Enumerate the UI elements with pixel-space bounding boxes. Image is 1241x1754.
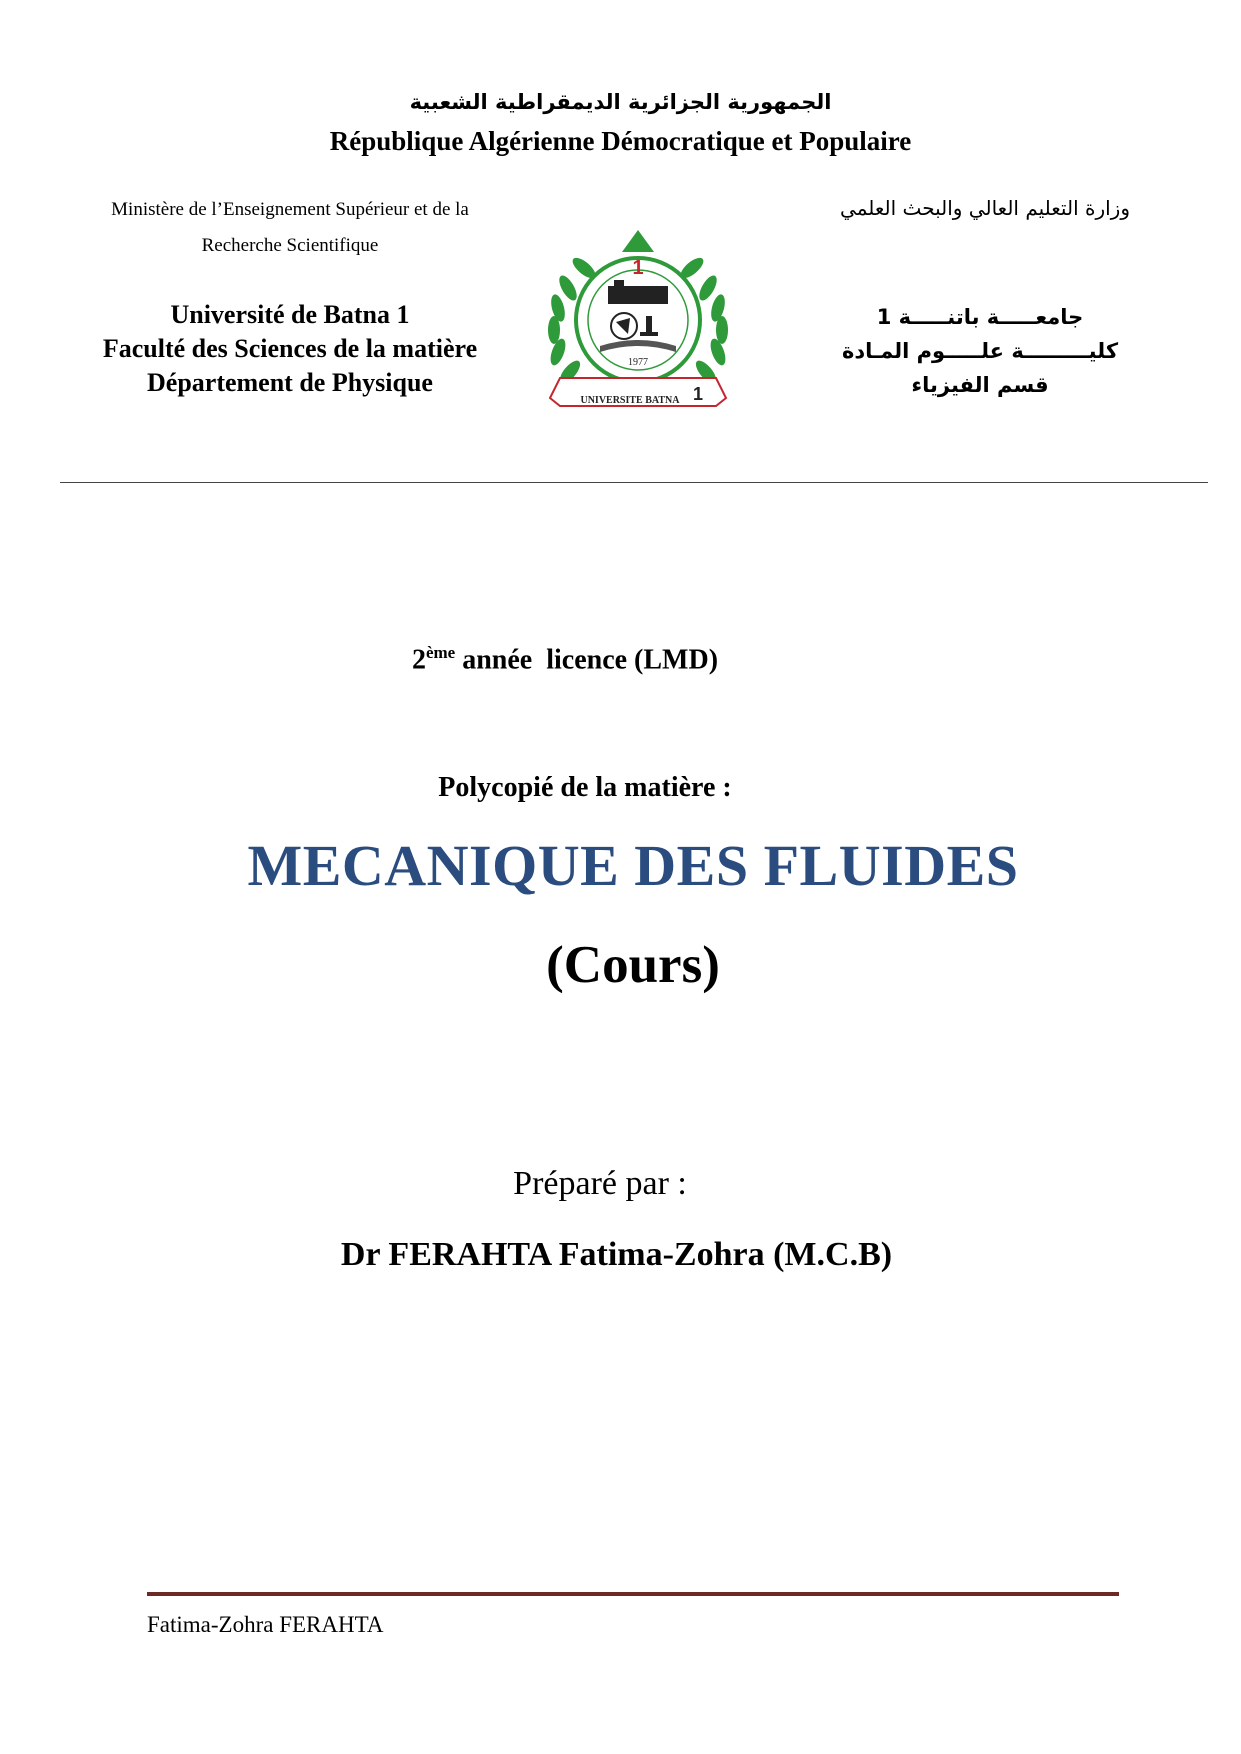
year-rest: année licence (LMD) [455,644,719,676]
logo-number-top: 1 [632,257,644,279]
university-name-arabic: جامعـــــة باتنـــــة 1 [876,305,1084,329]
ministry-french-line2: Recherche Scientifique [201,235,379,256]
university-block-arabic [820,300,1140,402]
department-name-french: Département de Physique [147,368,433,397]
course-title: MECANIQUE DES FLUIDES [247,833,1019,898]
author-name: Dr FERAHTA Fatima-Zohra (M.C.B) [340,1236,893,1273]
university-block-french [70,298,510,400]
republic-name-arabic: الجمهورية الجزائرية الديمقراطية الشعبية [409,90,832,114]
study-year [0,643,1130,676]
university-logo [538,228,738,418]
header-separator [60,482,1208,483]
faculty-name-arabic: كليـــــــــة علـــــوم المـادة [841,339,1119,363]
ministry-french-line1: Ministère de l’Enseignement Supérieur et de la [111,199,469,220]
footer-author: Fatima-Zohra FERAHTA [147,1612,384,1637]
university-name-french: Université de Batna 1 [170,300,410,329]
department-name-arabic: قسم الفيزياء [911,373,1049,397]
republic-name-french: République Algérienne Démocratique et Populaire [329,126,912,156]
ministry-arabic: وزارة التعليم العالي والبحث العلمي [840,196,1130,220]
logo-ribbon-number: 1 [692,384,704,404]
course-subtitle: (Cours) [546,936,720,994]
polycopie-label: Polycopié de la matière : [438,772,732,803]
year-superscript: ème [425,643,456,662]
logo-year: 1977 [628,357,648,368]
year-number: 2 [411,644,426,676]
prepared-by-label: Préparé par : [513,1165,687,1202]
logo-ribbon-text: UNIVERSITE BATNA [580,395,680,406]
ministry-french [70,192,510,264]
footer-separator [147,1592,1119,1596]
faculty-name-french: Faculté des Sciences de la matière [102,334,478,363]
